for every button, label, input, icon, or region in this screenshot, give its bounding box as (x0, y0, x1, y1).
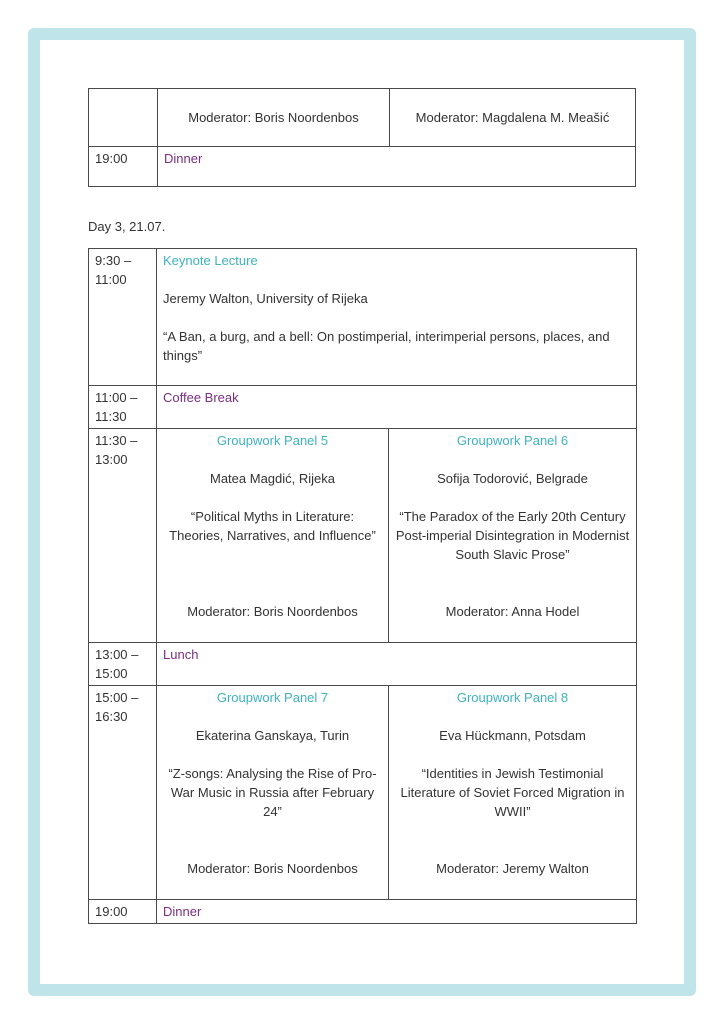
panel-moderator: Moderator: Boris Noordenbos (187, 604, 358, 619)
moderator-text: Moderator: Magdalena M. Meašić (415, 110, 610, 125)
dinner-label: Dinner (158, 147, 636, 187)
keynote-talk: “A Ban, a burg, and a bell: On postimperial, interimperial persons, places, and things” (163, 329, 610, 363)
panel-title: Groupwork Panel 8 (456, 690, 569, 705)
panel-speaker: Sofija Todorović, Belgrade (437, 471, 588, 486)
keynote-cell (157, 249, 637, 386)
table-row (89, 900, 637, 924)
time-cell: 11:30 – 13:00 (89, 429, 157, 643)
table-row (89, 643, 637, 686)
panel-speaker: Matea Magdić, Rijeka (210, 471, 335, 486)
day-heading: Day 3, 21.07. (88, 219, 166, 234)
panel-speaker: Eva Hückmann, Potsdam (439, 728, 586, 743)
moderator-cell (158, 89, 390, 147)
table-row (89, 89, 636, 147)
time-cell: 19:00 (89, 147, 158, 187)
day2-schedule-tail (88, 88, 636, 187)
coffee-break-label: Coffee Break (157, 386, 637, 429)
table-row (89, 386, 637, 429)
panel-cell (389, 429, 637, 643)
time-cell: 11:00 – 11:30 (89, 386, 157, 429)
panel-moderator: Moderator: Anna Hodel (445, 604, 580, 619)
keynote-title: Keynote Lecture (163, 253, 258, 268)
panel-cell (157, 686, 389, 900)
panel-cell (389, 686, 637, 900)
panel-title: Groupwork Panel 6 (456, 433, 569, 448)
panel-moderator: Moderator: Jeremy Walton (436, 861, 589, 876)
time-cell: 19:00 (89, 900, 157, 924)
table-row (89, 686, 637, 900)
time-cell: 15:00 – 16:30 (89, 686, 157, 900)
time-cell: 9:30 – 11:00 (89, 249, 157, 386)
panel-talk: “The Paradox of the Early 20th Century Post-imperial Disintegration in Modernist South Slavic Prose” (395, 509, 630, 562)
table-row (89, 249, 637, 386)
day3-schedule (88, 248, 637, 924)
time-cell: 13:00 – 15:00 (89, 643, 157, 686)
keynote-speaker: Jeremy Walton, University of Rijeka (163, 291, 368, 306)
time-cell-empty (89, 89, 158, 147)
moderator-text: Moderator: Boris Noordenbos (188, 110, 359, 125)
panel-cell (157, 429, 389, 643)
table-row (89, 147, 636, 187)
table-row (89, 429, 637, 643)
panel-title: Groupwork Panel 5 (216, 433, 329, 448)
moderator-cell (390, 89, 636, 147)
panel-talk: “Political Myths in Literature: Theories, Narratives, and Influence” (169, 509, 376, 543)
dinner-label: Dinner (157, 900, 637, 924)
panel-moderator: Moderator: Boris Noordenbos (187, 861, 358, 876)
panel-title: Groupwork Panel 7 (216, 690, 329, 705)
panel-talk: “Z-songs: Analysing the Rise of Pro-War Music in Russia after February 24” (168, 766, 377, 819)
lunch-label: Lunch (157, 643, 637, 686)
panel-speaker: Ekaterina Ganskaya, Turin (195, 728, 350, 743)
panel-talk: “Identities in Jewish Testimonial Literature of Soviet Forced Migration in WWII” (400, 766, 625, 819)
